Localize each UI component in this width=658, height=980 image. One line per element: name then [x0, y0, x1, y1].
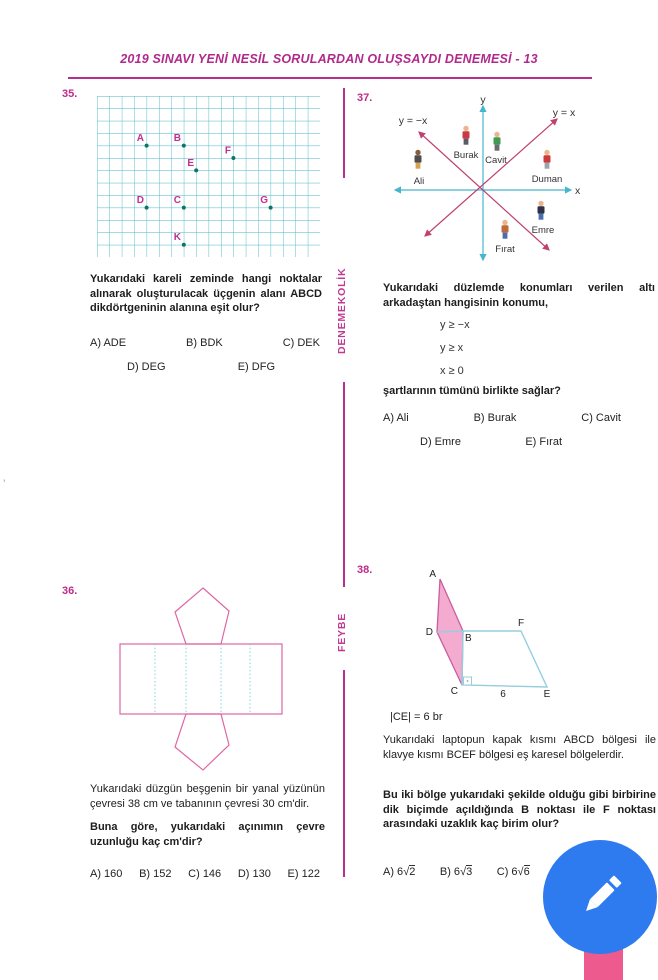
person-emre [532, 201, 555, 236]
net-bottom-pentagon [175, 714, 229, 770]
segment-d-b [437, 631, 463, 632]
q37-option-a: A) Ali [383, 412, 409, 424]
person-name: Cavit [485, 155, 507, 166]
net-fold-lines [155, 644, 250, 714]
column-divider-segment [343, 670, 345, 877]
radical-sign: √ [460, 866, 467, 878]
edit-fab-button[interactable] [543, 840, 657, 954]
point-label-k: K [173, 232, 181, 243]
point-label-d: D [136, 195, 144, 206]
q35-question-text: Yukarıdaki kareli zeminde hangi noktalar alınarak oluşturulacak üçgenin alanı ABCD dikdörtgeninin alanına eşit olur? [90, 273, 322, 314]
person-body [494, 137, 501, 145]
person-head [544, 150, 549, 155]
question-number-36: 36. [62, 585, 78, 597]
person-duman [532, 150, 563, 185]
question-number-37: 37. [357, 92, 373, 104]
line-label-neg: y = −x [398, 115, 428, 127]
person-head [463, 126, 468, 131]
q37-option-b: B) Burak [473, 412, 517, 424]
grid-point [145, 144, 149, 148]
q36-options-row [90, 868, 320, 880]
grid-point [231, 156, 235, 160]
point-label-c: C [173, 195, 181, 206]
person-legs [464, 139, 469, 145]
brand-watermark-feybe: FEYBE [336, 612, 348, 652]
edge-length-label: 6 [500, 689, 506, 700]
q35-grid-figure [97, 96, 320, 257]
q38-option-a [383, 866, 415, 878]
person-head [415, 150, 420, 155]
pencil-icon [543, 840, 657, 954]
q36-text-2: Buna göre, yukarıdaki açınımın çevre uzunluğu kaç cm'dir? [90, 821, 325, 848]
person-name: Burak [453, 150, 479, 161]
margin-mark: ’ [3, 478, 6, 490]
radicand: 3 [466, 866, 473, 878]
point-label-g: G [260, 195, 268, 206]
person-body [463, 131, 470, 139]
line-y-equals-negative-x [419, 132, 549, 250]
radical-sign: √ [517, 866, 524, 878]
page-title: 2019 SINAVI YENİ NESİL SORULARDAN OLUŞSAYDI DENEMESİ - 13 [120, 52, 538, 66]
grid-point [182, 144, 186, 148]
q38-given: |CE| = 6 br [390, 711, 443, 723]
q37-condition-2: y ≥ x [440, 342, 464, 354]
q37-options-row2 [420, 436, 562, 448]
person-firat [495, 220, 515, 255]
q35-option-d: D) DEG [127, 361, 166, 373]
keyboard-bcef [462, 631, 547, 687]
q36-option-e: E) 122 [287, 868, 320, 880]
radical-sign: √ [403, 866, 410, 878]
grid-point [182, 243, 186, 247]
vertex-d: D [425, 627, 433, 638]
q36-option-a: A) 160 [90, 868, 123, 880]
q37-condition-3: x ≥ 0 [440, 365, 464, 377]
option-coefficient: C) 6 [496, 866, 518, 878]
q35-options-row1 [90, 337, 320, 349]
q36-option-d: D) 130 [237, 868, 271, 880]
q35-option-a: A) ADE [90, 337, 127, 349]
radicand: 2 [409, 866, 416, 878]
column-divider-segment [343, 382, 345, 587]
q35-options-row2 [127, 361, 275, 373]
point-label-b: B [173, 133, 181, 144]
grid-point [145, 206, 149, 210]
point-label-e: E [187, 158, 194, 169]
right-angle-dot [467, 680, 469, 682]
q35-option-c: C) DEK [282, 337, 320, 349]
person-head [502, 220, 507, 225]
person-name: Ali [413, 176, 425, 187]
q37-options-row1 [383, 412, 621, 424]
vertex-b: B [465, 633, 472, 644]
person-body [415, 155, 422, 163]
y-axis-label: y [480, 96, 486, 106]
q38-laptop-figure [383, 565, 568, 700]
option-coefficient: B) 6 [439, 866, 461, 878]
radicand: 6 [523, 866, 530, 878]
q36-pentagon-net-figure [118, 583, 288, 778]
person-body [502, 225, 509, 233]
q38-option-c [497, 866, 530, 878]
person-head [494, 132, 499, 137]
person-legs [416, 163, 421, 169]
person-cavit [485, 132, 507, 166]
question-number-38: 38. [357, 564, 373, 576]
point-label-a: A [136, 133, 144, 144]
header-divider-line [68, 77, 592, 79]
brand-watermark-denemekolik: DENEMEKOLİK [336, 267, 348, 354]
person-name: Emre [531, 225, 555, 236]
vertex-e: E [543, 689, 551, 700]
q37-condition-1: y ≥ −x [440, 319, 470, 331]
q36-option-c: C) 146 [188, 868, 222, 880]
column-divider-segment [343, 88, 345, 178]
vertex-c: C [450, 686, 458, 697]
q38-text-2: Bu iki bölge yukarıdaki şekilde olduğu gibi birbirine dik biçimde açıldığında B noktası ile F noktası arasındaki uzaklık kaç birim olur? [383, 789, 656, 830]
vertex-a: A [429, 569, 436, 580]
vertex-f: F [517, 618, 525, 629]
q38-text-1: Yukarıdaki laptopun kapak kısmı ABCD bölgesi ile klavye kısmı BCEF bölgesi eş karesel bölgelerdir. [383, 734, 656, 761]
pencil-eraser [609, 875, 622, 888]
person-legs [539, 214, 544, 220]
person-body [538, 206, 545, 214]
person-name: Fırat [495, 244, 515, 255]
q35-option-e: E) DFG [237, 361, 275, 373]
grid-point [269, 206, 273, 210]
line-label-pos: y = x [552, 107, 576, 119]
q37-option-d: D) Emre [420, 436, 461, 448]
q37-option-c: C) Cavit [581, 412, 621, 424]
person-ali [414, 150, 425, 187]
net-outline [120, 588, 282, 770]
option-coefficient: A) 6 [383, 866, 404, 878]
person-legs [545, 163, 550, 169]
grid-point [182, 206, 186, 210]
q37-statement: Yukarıdaki düzlemde konumları verilen altı arkadaştan hangisinin konumu, [383, 282, 655, 309]
person-legs [503, 233, 508, 239]
q36-text-1: Yukarıdaki düzgün beşgenin bir yanal yüzünün çevresi 38 cm ve tabanının çevresi 30 cm'dir. [90, 783, 325, 810]
question-number-35: 35. [62, 88, 78, 100]
person-head [538, 201, 543, 206]
q38-option-b [440, 866, 472, 878]
q37-option-e: E) Fırat [525, 436, 562, 448]
person-legs [495, 145, 500, 151]
point-label-f: F [224, 145, 231, 157]
grid-background [97, 96, 320, 257]
person-body [544, 155, 551, 163]
q37-coordinate-plane-figure [383, 96, 583, 268]
x-axis-label: x [575, 185, 581, 197]
person-name: Duman [531, 174, 563, 185]
q36-option-b: B) 152 [139, 868, 172, 880]
net-top-pentagon [175, 588, 229, 644]
grid-point [194, 168, 198, 172]
net-rectangle [120, 644, 282, 714]
q35-option-b: B) BDK [186, 337, 223, 349]
q37-statement-2: şartlarının tümünü birlikte sağlar? [383, 385, 561, 397]
person-burak [454, 126, 479, 161]
